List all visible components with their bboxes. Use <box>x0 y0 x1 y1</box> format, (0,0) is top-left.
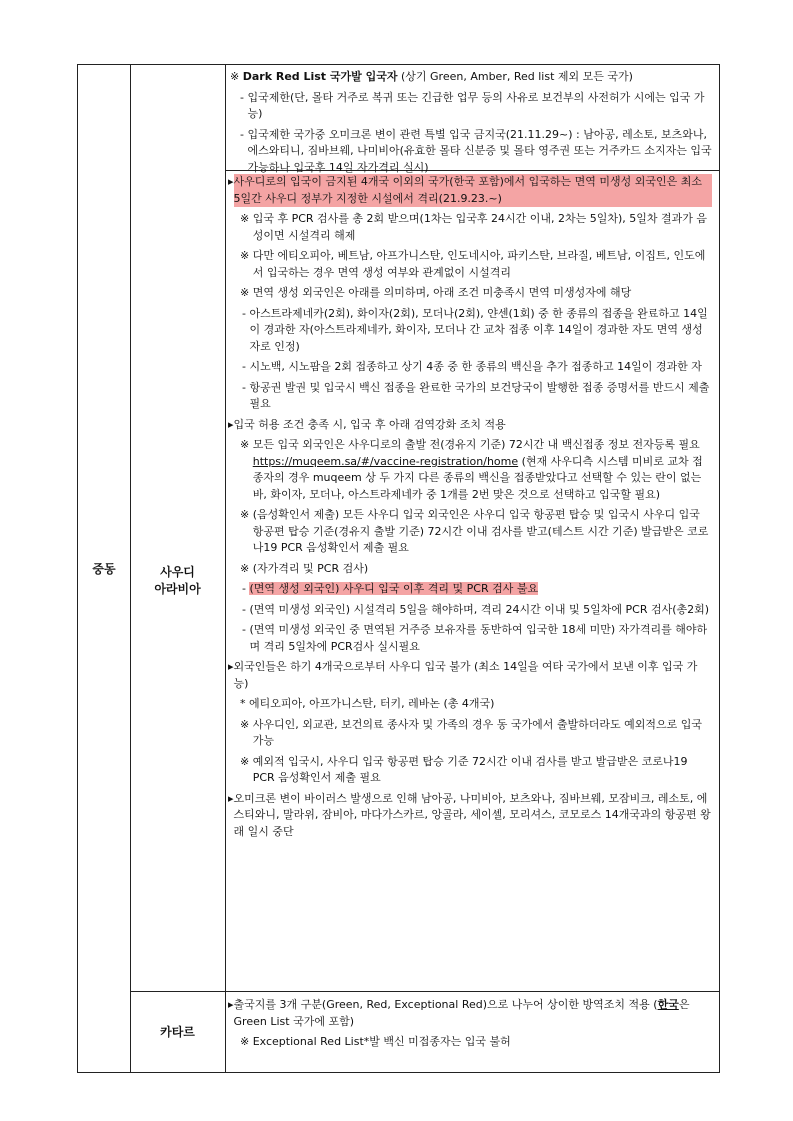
item-text: (면역 미생성 외국인 중 면역된 거주증 보유자를 동반하여 입국한 18세 미만) 자가격리를 해야하며 격리 5일차에 PCR검사 실시필요 <box>249 623 708 653</box>
list-item <box>228 380 712 413</box>
bullet: ▸ <box>228 791 234 805</box>
list-item <box>228 417 712 434</box>
measures-table <box>77 64 720 1073</box>
bullet: ※ <box>240 717 253 731</box>
item-text: 사우디로의 입국이 금지된 4개국 이외의 국가(한국 포함)에서 입국하는 면역 미생성 외국인은 최소 5일간 사우디 정부가 지정한 시설에서 격리(21.9.23.~) <box>234 174 712 207</box>
item-text: 외국인들은 하기 4개국으로부터 사우디 입국 불가 (최소 14일을 여타 국가에서 보낸 이후 입국 가능) <box>233 660 698 690</box>
bullet: - <box>240 127 248 141</box>
item-text: 모든 입국 외국인은 사우디로의 출발 전(경유지 기준) 72시간 내 백신접종 정보 전자등록 필요 <box>252 438 700 451</box>
list-item <box>228 248 712 281</box>
dark-red-list-subtitle: (상기 Green, Amber, Red list 제외 모든 국가) <box>397 70 633 83</box>
bullet: ※ <box>240 508 253 521</box>
list-item <box>228 561 712 578</box>
list-item <box>228 507 712 557</box>
bullet: - <box>242 623 250 636</box>
country-cell-saudi <box>130 171 225 991</box>
list-item <box>228 717 712 750</box>
item-text: 다만 에티오피아, 베트남, 아프가니스탄, 인도네시아, 파키스탄, 브라질, 베트남, 이집트, 인도에서 입국하는 경우 면역 생성 여부와 관계없이 시설격리 <box>252 249 706 279</box>
bullet: - <box>240 90 248 104</box>
bullet: ※ <box>240 286 253 299</box>
bullet: * <box>240 697 249 710</box>
item-text: 예외적 입국시, 사우디 입국 항공편 탑승 기준 72시간 이내 검사를 받고 발급받은 코로나19 PCR 음성확인서 제출 필요 <box>252 754 688 784</box>
list-item <box>228 306 712 356</box>
bullet: ▸ <box>228 417 234 431</box>
korea-label: 한국 <box>657 998 679 1011</box>
bullet: - <box>242 360 250 373</box>
country-label-qatar: 카타르 <box>160 1024 195 1039</box>
item-text: (자가격리 및 PCR 검사) <box>252 561 369 575</box>
list-item <box>228 997 712 1030</box>
item-text: 에티오피아, 아프가니스탄, 터키, 레바논 (총 4개국) <box>249 697 495 710</box>
bullet: - <box>242 602 250 616</box>
country-label-saudi: 사우디 아라비아 <box>154 565 201 596</box>
list-item <box>230 127 712 177</box>
list-item <box>230 90 712 123</box>
list-item <box>228 622 712 655</box>
item-text: 입국제한(단, 몰타 거주로 복귀 또는 긴급한 업무 등의 사유로 보건부의 사전허가 시에는 입국 가능) <box>247 90 705 120</box>
item-text: (현재 사우디측 시스템 미비로 교차 접종자의 경우 muqeem 상 두 가지 다른 종류의 백신을 접종받았다고 선택할 수 있는 란이 없는 바, 화이자, 모더나, 아스트라제네카 중 1개를 2번 맞은 것으로 선택하고 입국할 필요) <box>252 454 703 501</box>
list-item <box>228 659 712 692</box>
item-text: 면역 생성 외국인은 아래를 의미하며, 아래 조건 미충족시 면역 미생성자에 해당 <box>252 286 632 299</box>
list-item <box>228 174 712 207</box>
region-label: 중동 <box>92 562 116 576</box>
item-text: (면역 미생성 외국인) 시설격리 5일을 해야하며, 격리 24시간 이내 및 5일차에 PCR 검사(총2회) <box>249 602 710 616</box>
item-text: (면역 생성 외국인) 사우디 입국 이후 격리 및 PCR 검사 불요 <box>249 582 539 595</box>
bullet: - <box>242 380 250 394</box>
dark-red-list-heading <box>230 69 712 86</box>
country-cell-qatar <box>130 992 225 1072</box>
item-text: 은 Green List 국가에 포함) <box>233 998 690 1028</box>
list-item <box>228 754 712 787</box>
list-item <box>228 437 712 503</box>
list-item <box>228 359 712 376</box>
item-text: 입국 허용 조건 충족 시, 입국 후 아래 검역강화 조치 적용 <box>233 417 506 431</box>
list-item <box>228 791 712 841</box>
dark-red-list-title: Dark Red List 국가발 입국자 <box>242 70 398 83</box>
bullet: ※ <box>240 438 253 451</box>
bullet: ▸ <box>228 175 234 188</box>
vaccine-registration-link[interactable]: https://muqeem.sa/#/vaccine-registration/home <box>252 454 519 468</box>
list-item <box>228 285 712 302</box>
item-text: 아스트라제네카(2회), 화이자(2회), 모더나(2회), 얀센(1회) 중 한 종류의 접종을 완료하고 14일이 경과한 자(아스트라제네카, 화이자, 모더나 간 교차 접종 이후 14일이 경과한 자도 면역 생성자로 인정) <box>249 306 708 353</box>
list-item <box>228 581 712 598</box>
item-text: 시노백, 시노팜을 2회 접종하고 상기 4종 중 한 종류의 백신을 추가 접종하고 14일이 경과한 자 <box>249 360 702 373</box>
bullet: ※ <box>240 249 253 262</box>
item-text: 입국제한 국가중 오미크론 변이 관련 특별 입국 금지국(21.11.29~) : 남아공, 레소토, 보츠와나, 에스와티니, 짐바브웨, 나미비아(유효한 몰타 신분증 및 몰타 영주권 또는 거주카드 소지자는 입국가능하나 입국후 14일 자가격리 실시) <box>247 127 712 174</box>
item-text: 사우디인, 외교관, 보건의료 종사자 및 가족의 경우 동 국가에서 출발하더라도 예외적으로 입국 가능 <box>252 717 702 747</box>
bullet: ▸ <box>228 660 234 673</box>
note-mark: ※ <box>230 70 243 83</box>
item-text: Exceptional Red List*발 백신 미접종자는 입국 불허 <box>252 1035 511 1048</box>
bullet: ※ <box>240 754 253 768</box>
bullet: ※ <box>240 561 253 575</box>
item-text: 입국 후 PCR 검사를 총 2회 받으며(1차는 입국후 24시간 이내, 2차는 5일차), 5일차 결과가 음성이면 시설격리 해제 <box>252 212 707 242</box>
region-cell <box>78 65 130 1072</box>
bullet: - <box>242 306 250 320</box>
item-text: 항공권 발권 및 입국시 백신 접종을 완료한 국가의 보건당국이 발행한 접종 증명서를 반드시 제출 필요 <box>249 380 710 410</box>
item-text: (음성확인서 제출) 모든 사우디 입국 외국인은 사우디 입국 항공편 탑승 및 입국시 사우디 입국 항공편 탑승 기준(경유지 출발 기준) 72시간 이내 검사를 받고(테스트 시간 기준) 발급받은 코로나19 PCR 음성확인서 제출 필요 <box>252 508 709 554</box>
list-item <box>228 696 712 713</box>
bullet: ※ <box>240 212 253 225</box>
list-item <box>228 1034 712 1051</box>
item-text: 출국지를 3개 구분(Green, Red, Exceptional Red)으로 나누어 상이한 방역조치 적용 ( <box>233 998 658 1011</box>
bullet: - <box>242 582 250 595</box>
item-text: 오미크론 변이 바이러스 발생으로 인해 남아공, 나미비아, 보츠와나, 짐바브웨, 모잠비크, 레소토, 에스티와니, 말라위, 잠비아, 마다가스카르, 앙골라, 세이셸, 모리셔스, 코모로스 14개국과의 항공편 왕래 일시 중단 <box>233 791 711 838</box>
list-item <box>228 602 712 619</box>
bullet: ※ <box>240 1035 253 1048</box>
list-item <box>228 211 712 244</box>
bullet: ▸ <box>228 998 234 1011</box>
